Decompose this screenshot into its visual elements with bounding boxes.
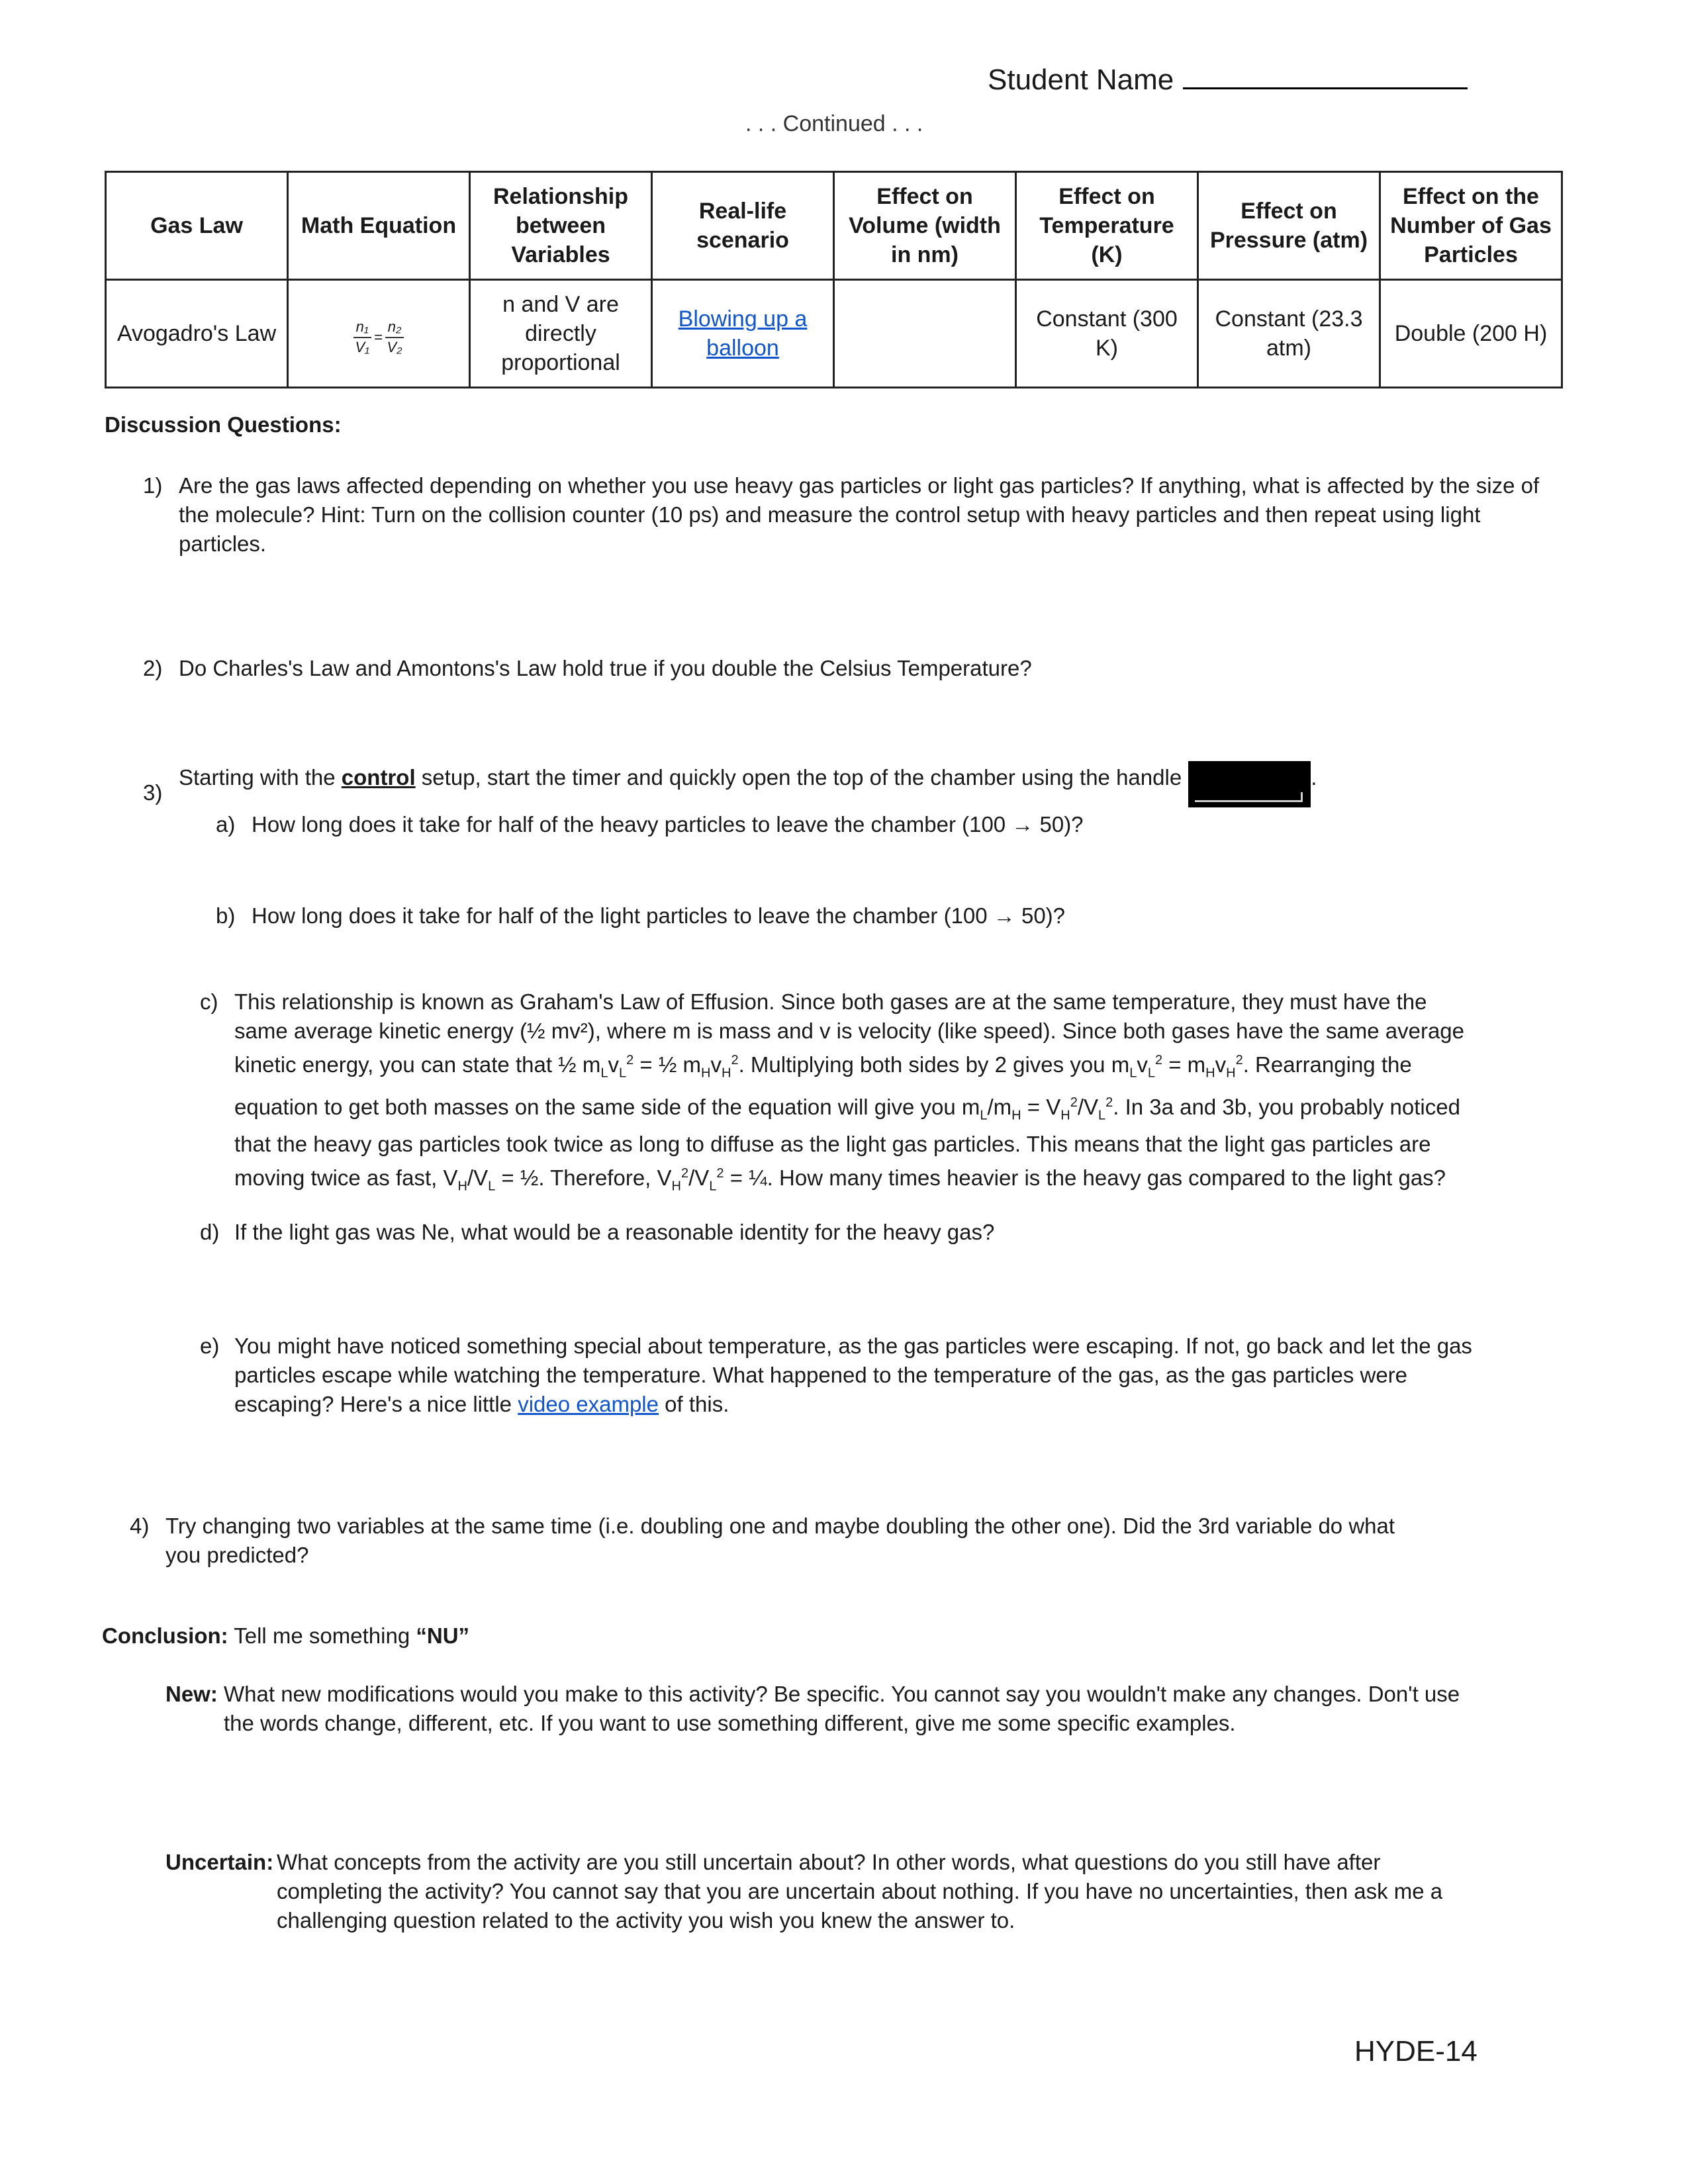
q3a-number: a) xyxy=(216,812,236,837)
student-name-label: Student Name xyxy=(988,64,1174,96)
cell-law: Avogadro's Law xyxy=(106,280,288,388)
conclusion-nu: “NU” xyxy=(416,1623,470,1648)
video-example-link[interactable]: video example xyxy=(518,1392,659,1416)
q3b-number: b) xyxy=(216,903,236,928)
discussion-title: Discussion Questions: xyxy=(105,412,342,437)
q1-text: Are the gas laws affected depending on whether you use heavy gas particles or light gas particles? If anything, what is affected by the size of the molecule? Hint: Turn on the collision counter (10 ps) and measure the control setup with heavy particles and then repeat using light particles. xyxy=(179,473,1540,556)
q3b-text: How long does it take for half of the light particles to leave the chamber (100 → 50)? xyxy=(252,903,1066,928)
header-pressure: Effect on Pressure (atm) xyxy=(1198,172,1380,280)
cell-particles: Double (200 H) xyxy=(1380,280,1562,388)
header-temperature: Effect on Temperature (K) xyxy=(1016,172,1198,280)
scenario-link[interactable]: Blowing up a balloon xyxy=(678,306,808,361)
q3e-pre: You might have noticed something special about temperature, as the gas particles were escaping. If not, go back and let the gas particles escape while watching the temperature. What happened to the temperature of the gas, as the gas particles were escaping? Here's a nice little xyxy=(234,1334,1472,1416)
q3e-text xyxy=(234,1332,1479,1419)
uncertain-text: What concepts from the activity are you still uncertain about? In other words, what questions do you still have after completing the activity? You cannot say that you are uncertain about nothing. If you have no uncertainties, then ask me a challenging question related to the activity you wish you knew the answer to. xyxy=(277,1850,1443,1933)
conclusion-text: Tell me something xyxy=(234,1623,410,1648)
table-row xyxy=(106,280,1562,388)
cell-scenario[interactable] xyxy=(652,280,834,388)
q3c-text: This relationship is known as Graham's Law of Effusion. Since both gases are at the same temperature, they must have the same average kinetic energy (½ mv²), where m is mass and v is velocity (like speed). Since both gases have the same average kinetic energy, you can state that ½ $m_Lv_L^2$ = ½ $m_Hv_H^2$. Multiplying both sides by 2 gives you $m_Lv_L^2 = m_Hv_H^2$. Rearranging the equation to get both masses on the same side of the equation will give you $m_L/m_H = V_H^2/V_L^2$. In 3a and 3b, you probably noticed that the heavy gas particles took twice as long to diffuse as the light gas particles. This means that the light gas particles are moving twice as fast, $V_H/V_L$ = ½. Therefore, $V_H^2/V_L^2$ = ¼. How many times heavier is the heavy gas compared to the light gas? xyxy=(234,989,1465,1194)
header-volume: Effect on Volume (width in nm) xyxy=(834,172,1016,280)
continued-label: . . . Continued . . . xyxy=(745,111,923,136)
q3e-number: e) xyxy=(200,1334,220,1358)
student-name-line[interactable] xyxy=(1183,61,1468,89)
gas-law-table xyxy=(105,171,1563,388)
q4-number: 4) xyxy=(130,1514,150,1538)
q4-text: Try changing two variables at the same time (i.e. doubling one and maybe doubling the other one). Did the 3rd variable do what you predicted? xyxy=(165,1514,1395,1567)
conclusion-label: Conclusion: xyxy=(102,1623,228,1648)
new-text: What new modifications would you make to this activity? Be specific. You cannot say you wouldn't make any changes. Don't use the words change, different, etc. If you want to use something different, give me some specific examples. xyxy=(224,1682,1460,1735)
q2-number: 2) xyxy=(143,656,163,680)
q3c-intro: This relationship is known as Graham's Law of Effusion. Since both gases are at the same temperature, they must have the same average kinetic energy (½ mv²), where m is mass and v is velocity (like speed). Since both gases have the same average kinetic energy, you can state that ½ m xyxy=(234,989,1465,1077)
page-code: HYDE-14 xyxy=(1354,2035,1477,2068)
cell-pressure: Constant (23.3 atm) xyxy=(1198,280,1380,388)
header-relationship: Relationship between Variables xyxy=(470,172,652,280)
q1-number: 1) xyxy=(143,473,163,498)
q3d-number: d) xyxy=(200,1220,220,1244)
header-scenario: Real-life scenario xyxy=(652,172,834,280)
header-gas-law: Gas Law xyxy=(106,172,288,280)
chamber-handle-icon xyxy=(1188,761,1311,807)
uncertain-label: Uncertain: xyxy=(165,1850,274,1874)
new-label: New: xyxy=(165,1682,218,1706)
table-header-row xyxy=(106,172,1562,280)
cell-equation xyxy=(288,280,470,388)
cell-volume[interactable] xyxy=(834,280,1016,388)
cell-temperature: Constant (300 K) xyxy=(1016,280,1198,388)
q3d-text: If the light gas was Ne, what would be a reasonable identity for the heavy gas? xyxy=(234,1220,995,1244)
q3-number: 3) xyxy=(143,780,163,805)
equation-formula: n₁ V₁ = n₂ V₂ xyxy=(351,318,407,357)
conclusion-heading xyxy=(102,1621,469,1651)
q3-text: Starting with the control setup, start the timer and quickly open the top of the chamber using the handle . xyxy=(179,748,1569,807)
q3e-post: of this. xyxy=(665,1392,729,1416)
q3c-number: c) xyxy=(200,989,218,1014)
header-particles: Effect on the Number of Gas Particles xyxy=(1380,172,1562,280)
q3-post: setup, start the timer and quickly open the top of the chamber using the handle xyxy=(421,765,1182,790)
q2-text: Do Charles's Law and Amontons's Law hold true if you double the Celsius Temperature? xyxy=(179,656,1032,680)
header-math-equation: Math Equation xyxy=(288,172,470,280)
q3-control: control xyxy=(341,765,416,790)
q3-pre: Starting with the xyxy=(179,765,336,790)
student-name-field[interactable] xyxy=(988,61,1468,97)
q3a-text: How long does it take for half of the heavy particles to leave the chamber (100 → 50)? xyxy=(252,812,1084,837)
cell-relationship: n and V are directly proportional xyxy=(470,280,652,388)
